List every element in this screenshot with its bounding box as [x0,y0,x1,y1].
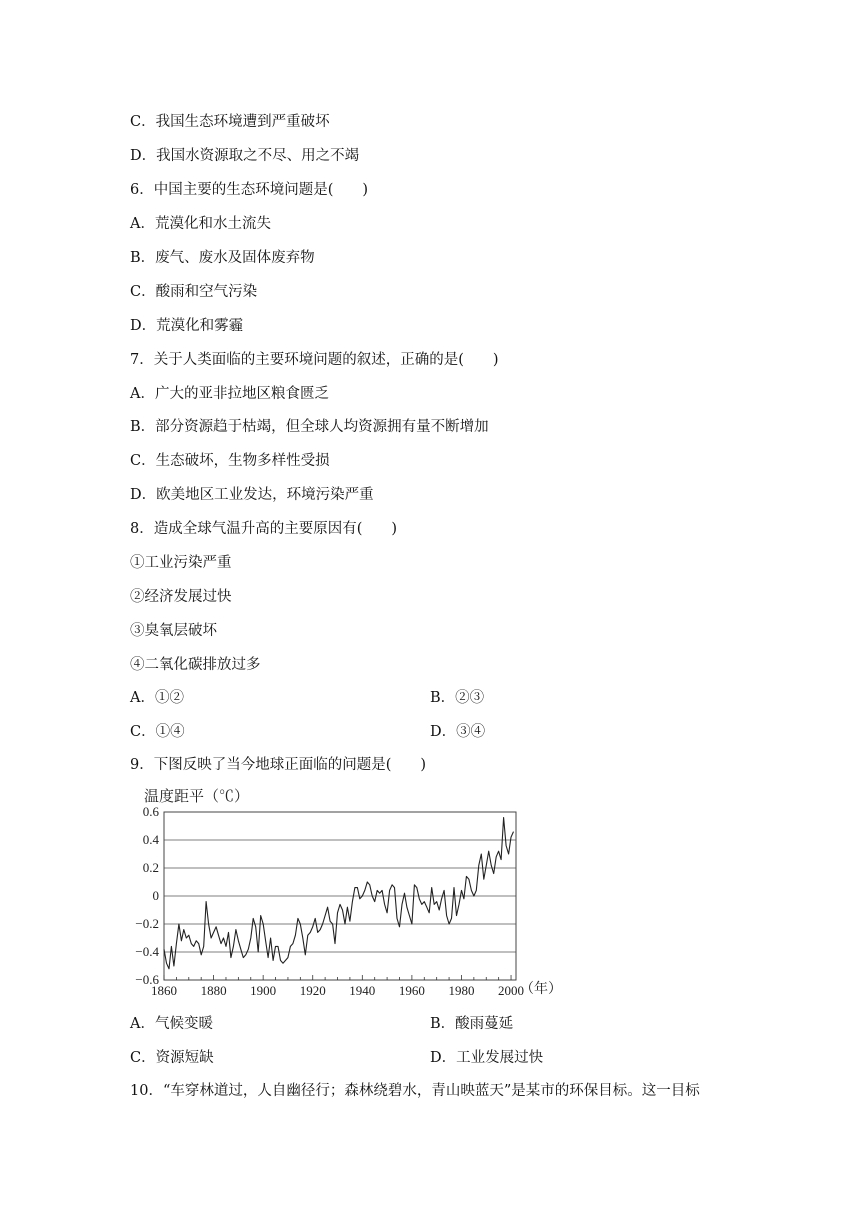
q7-option-a: A．广大的亚非拉地区粮食匮乏 [130,386,329,402]
q6-option-b: B．废气、废水及固体废弃物 [130,250,315,266]
x-axis-label: （年） [520,982,562,997]
q6-stem: 6．中国主要的生态环境问题是( ) [130,182,369,198]
y-tick-label: 0 [152,888,159,903]
x-tick-label: 2000 [498,983,525,998]
y-axis-label: 温度距平（℃） [144,789,250,805]
q8-option-b: B．②③ [430,690,485,706]
q8-option-a: A．①② [130,690,184,706]
q9-option-a: A．气候变暖 [130,1016,213,1032]
q6-option-a: A．荒漠化和水土流失 [130,216,271,232]
q5-option-c: C．我国生态环境遭到严重破坏 [130,114,330,130]
y-tick-label: −0.2 [135,916,159,931]
q5-option-d: D．我国水资源取之不尽、用之不竭 [130,148,360,164]
x-tick-label: 1860 [151,983,177,998]
q7-option-d: D．欧美地区工业发达，环境污染严重 [130,487,374,503]
y-tick-label: 0.4 [142,832,159,847]
x-tick-label: 1980 [448,983,475,998]
x-tick-label: 1880 [200,983,227,998]
q9-option-d: D．工业发展过快 [430,1050,544,1066]
q8-item-1: ①工业污染严重 [130,555,232,571]
q7-option-b: B．部分资源趋于枯竭，但全球人均资源拥有量不断增加 [130,419,489,435]
q8-option-c: C．①④ [130,724,185,740]
y-tick-label: −0.4 [135,944,159,959]
q9-option-c: C．资源短缺 [130,1050,214,1066]
q8-item-4: ④二氧化碳排放过多 [130,657,261,673]
q9-stem: 9．下图反映了当今地球正面临的问题是( ) [130,757,427,773]
q7-option-c: C．生态破坏，生物多样性受损 [130,453,330,469]
temperature-anomaly-chart [130,782,580,1000]
chart-svg [130,782,580,1000]
x-tick-label: 1940 [349,983,376,998]
q6-option-d: D．荒漠化和雾霾 [130,318,244,334]
y-tick-label: 0.2 [142,860,159,875]
y-tick-label: −0.6 [135,972,159,987]
q8-stem: 8．造成全球气温升高的主要原因有( ) [130,521,398,537]
q9-option-b: B．酸雨蔓延 [430,1016,514,1032]
q8-option-d: D．③④ [430,724,486,740]
x-tick-label: 1920 [299,983,326,998]
q8-item-2: ②经济发展过快 [130,589,232,605]
q8-item-3: ③臭氧层破坏 [130,623,217,639]
q6-option-c: C．酸雨和空气污染 [130,284,258,300]
q10-stem: 10．“车穿林道过，人自幽径行；森林绕碧水，青山映蓝天”是某市的环保目标。这一目标 [130,1083,700,1099]
x-tick-label: 1960 [398,983,425,998]
y-tick-label: 0.6 [142,804,159,819]
q7-stem: 7．关于人类面临的主要环境问题的叙述，正确的是( ) [130,352,499,368]
x-tick-label: 1900 [250,983,277,998]
